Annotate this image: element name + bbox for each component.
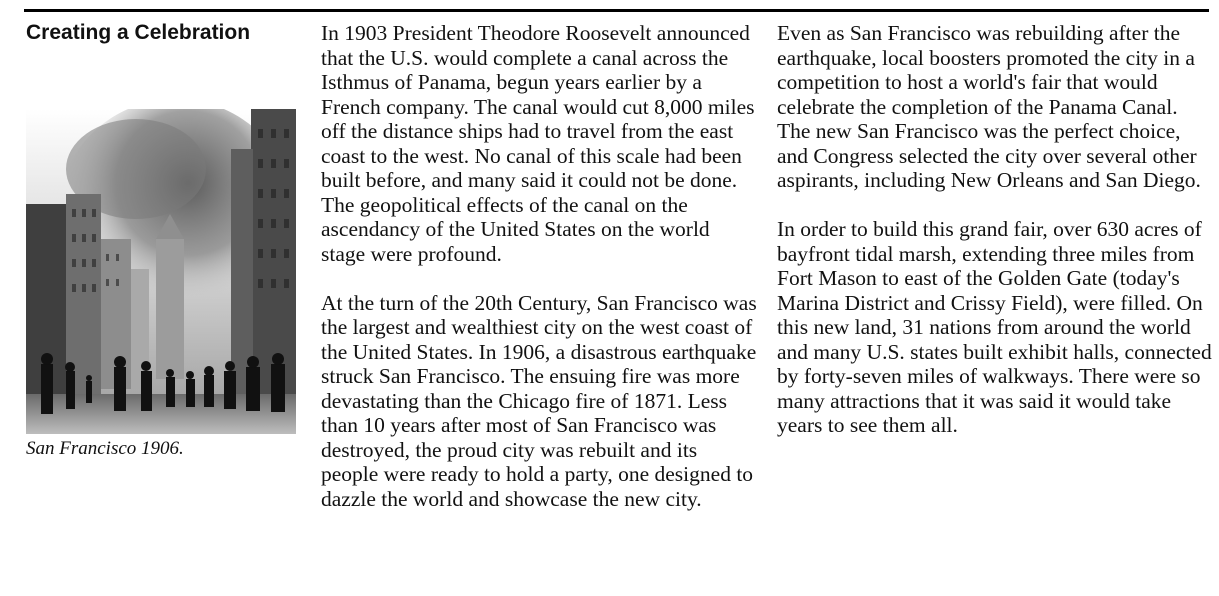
section-heading: Creating a Celebration [26,21,251,44]
photo-image [26,109,296,434]
column2-paragraph-1: Even as San Francisco was rebuilding after the earthquake, local boosters promoted the city in a competition to host a world's fair that would celebrate the completion of the Panama Canal. The new San Francisco was the perfect choice, and Congress selected the city over several other aspirants, including New Orleans and San Diego. [777,21,1201,192]
text-column-2 [777,21,1213,462]
historic-photo [26,109,296,434]
column1-paragraph-2: At the turn of the 20th Century, San Francisco was the largest and wealthiest city on the west coast of the United States. In 1906, a disastrous earthquake struck San Francisco. The ensuing fire was more devastating than the Chicago fire of 1871. Less than 10 years after most of San Francisco was destroyed, the proud city was rebuilt and its people were ready to hold a party, one designed to dazzle the world and showcase the new city. [321,290,757,511]
sidebar [26,20,298,459]
photo-caption: San Francisco 1906. [26,438,184,459]
column2-paragraph-2: In order to build this grand fair, over 630 acres of bayfront tidal marsh, extending three miles from Fort Mason to east of the Golden Gate (today's Marina District and Crissy Field), were filled. On this new land, 31 nations from around the world and many U.S. states built exhibit halls, connected by forty-seven miles of walkways. There were so many attractions that it was said it would take years to see them all. [777,217,1212,437]
text-column-1 [321,21,757,536]
column1-paragraph-1: In 1903 President Theodore Roosevelt announced that the U.S. would complete a canal across the Isthmus of Panama, begun years earlier by a French company. The canal would cut 8,000 miles off the distance ships had to travel from the east coast to the west. No canal of this scale had been built before, and many said it could not be done. The geopolitical effects of the canal on the ascendancy of the United States on the world stage were profound. [321,21,755,266]
top-rule [24,9,1209,12]
